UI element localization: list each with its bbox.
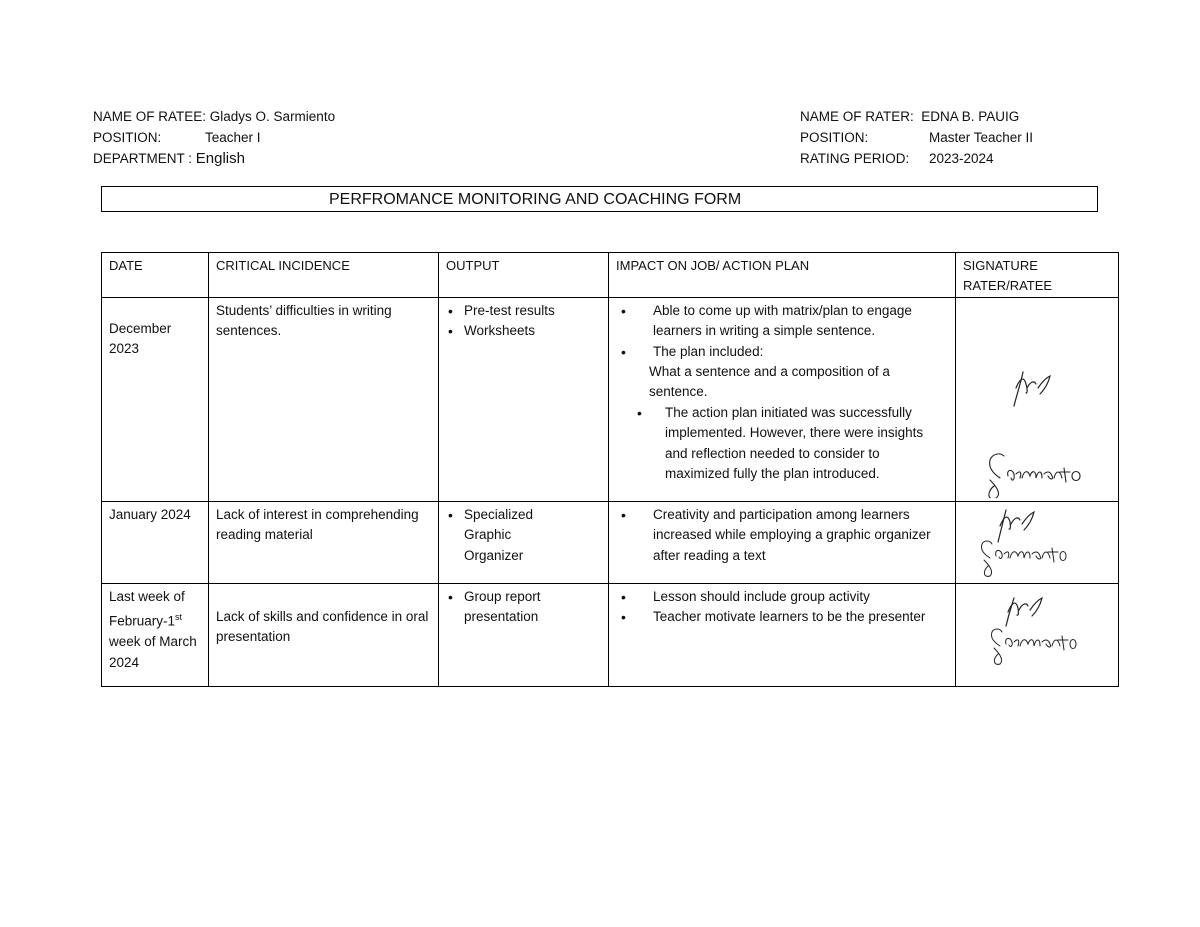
signature-image bbox=[956, 584, 1119, 684]
signature-cell bbox=[956, 583, 1119, 686]
impact-detail: What a sentence and a composition of a sentence. bbox=[649, 364, 890, 400]
rater-signature bbox=[1014, 372, 1050, 406]
output-item: • Pre-test results bbox=[460, 301, 600, 321]
form-title: PERFROMANCE MONITORING AND COACHING FORM bbox=[329, 191, 742, 208]
output-item: • Worksheets bbox=[460, 321, 600, 341]
header-output: OUTPUT bbox=[439, 253, 609, 298]
rater-name-value: EDNA B. PAUIG bbox=[921, 109, 1020, 124]
rater-position-row bbox=[800, 127, 1033, 148]
impact-item: • Teacher motivate learners to be the presenter bbox=[649, 607, 947, 627]
date-superscript: st bbox=[175, 612, 183, 623]
impact-cell bbox=[609, 583, 956, 686]
ratee-signature bbox=[989, 454, 1080, 498]
output-cell bbox=[439, 297, 609, 501]
impact-item: • The action plan initiated was successfully implemented. However, there were insights and reflection needed to consider to maximized fully the plan introduced. bbox=[661, 403, 947, 485]
incidence-cell: Students’ difficulties in writing sentences. bbox=[209, 297, 439, 501]
rater-signature bbox=[998, 510, 1034, 542]
date-cell: January 2024 bbox=[102, 501, 209, 583]
coaching-table bbox=[101, 252, 1119, 687]
incidence-cell: Lack of interest in comprehending reading material bbox=[209, 501, 439, 583]
ratee-position-label: POSITION: bbox=[93, 130, 162, 145]
incidence-text: Lack of skills and confidence in oral presentation bbox=[216, 608, 429, 645]
ratee-position-row bbox=[93, 127, 335, 148]
ratee-department-row bbox=[93, 148, 335, 169]
ratee-signature bbox=[991, 629, 1076, 664]
rater-position-value: Master Teacher II bbox=[929, 130, 1034, 145]
rater-position-label: POSITION: bbox=[800, 130, 869, 145]
incidence-cell bbox=[209, 583, 439, 686]
output-cell bbox=[439, 583, 609, 686]
date-cell bbox=[102, 297, 209, 501]
form-title-box bbox=[101, 186, 1098, 212]
table-header-row bbox=[102, 253, 1119, 298]
header-impact: IMPACT ON JOB/ ACTION PLAN bbox=[609, 253, 956, 298]
date-cell bbox=[102, 583, 209, 686]
table-row bbox=[102, 501, 1119, 583]
table-row bbox=[102, 583, 1119, 686]
rater-name-row bbox=[800, 106, 1033, 127]
rater-info bbox=[800, 106, 1033, 169]
ratee-name-row bbox=[93, 106, 335, 127]
signature-cell bbox=[956, 297, 1119, 501]
date-text-part1: Last week of February-1 bbox=[109, 588, 185, 629]
impact-item: • The plan included: bbox=[649, 342, 947, 362]
output-item: • Group report presentation bbox=[460, 587, 600, 628]
rater-name-label: NAME OF RATER: bbox=[800, 109, 914, 124]
header-signature: SIGNATURE RATER/RATEE bbox=[956, 253, 1119, 298]
ratee-signature bbox=[981, 541, 1066, 576]
rater-period-row bbox=[800, 148, 1033, 169]
ratee-position-value: Teacher I bbox=[205, 130, 261, 145]
rater-period-label: RATING PERIOD: bbox=[800, 151, 910, 166]
impact-item: • Able to come up with matrix/plan to engage learners in writing a simple sentence. bbox=[649, 301, 947, 342]
ratee-department-label: DEPARTMENT : bbox=[93, 151, 193, 166]
signature-cell bbox=[956, 501, 1119, 583]
impact-item: • Lesson should include group activity bbox=[649, 587, 947, 607]
signature-image bbox=[956, 502, 1119, 584]
ratee-department-value: English bbox=[195, 150, 245, 167]
impact-item: • Creativity and participation among learners increased while employing a graphic organizer after reading a text bbox=[649, 505, 947, 566]
impact-cell bbox=[609, 501, 956, 583]
table-row bbox=[102, 297, 1119, 501]
rater-signature bbox=[1006, 598, 1042, 626]
rater-period-value: 2023-2024 bbox=[929, 151, 994, 166]
ratee-name-label: NAME OF RATEE: bbox=[93, 109, 207, 124]
ratee-name-value: Gladys O. Sarmiento bbox=[209, 109, 336, 124]
header-critical-incidence: CRITICAL INCIDENCE bbox=[209, 253, 439, 298]
output-cell bbox=[439, 501, 609, 583]
output-item: • Specialized Graphic Organizer bbox=[460, 505, 544, 566]
header-date: DATE bbox=[102, 253, 209, 298]
date-text-part2: week of March 2024 bbox=[109, 634, 197, 670]
impact-cell bbox=[609, 297, 956, 501]
date-text: December 2023 bbox=[109, 320, 172, 357]
ratee-info bbox=[93, 106, 335, 169]
signature-image bbox=[956, 298, 1119, 498]
